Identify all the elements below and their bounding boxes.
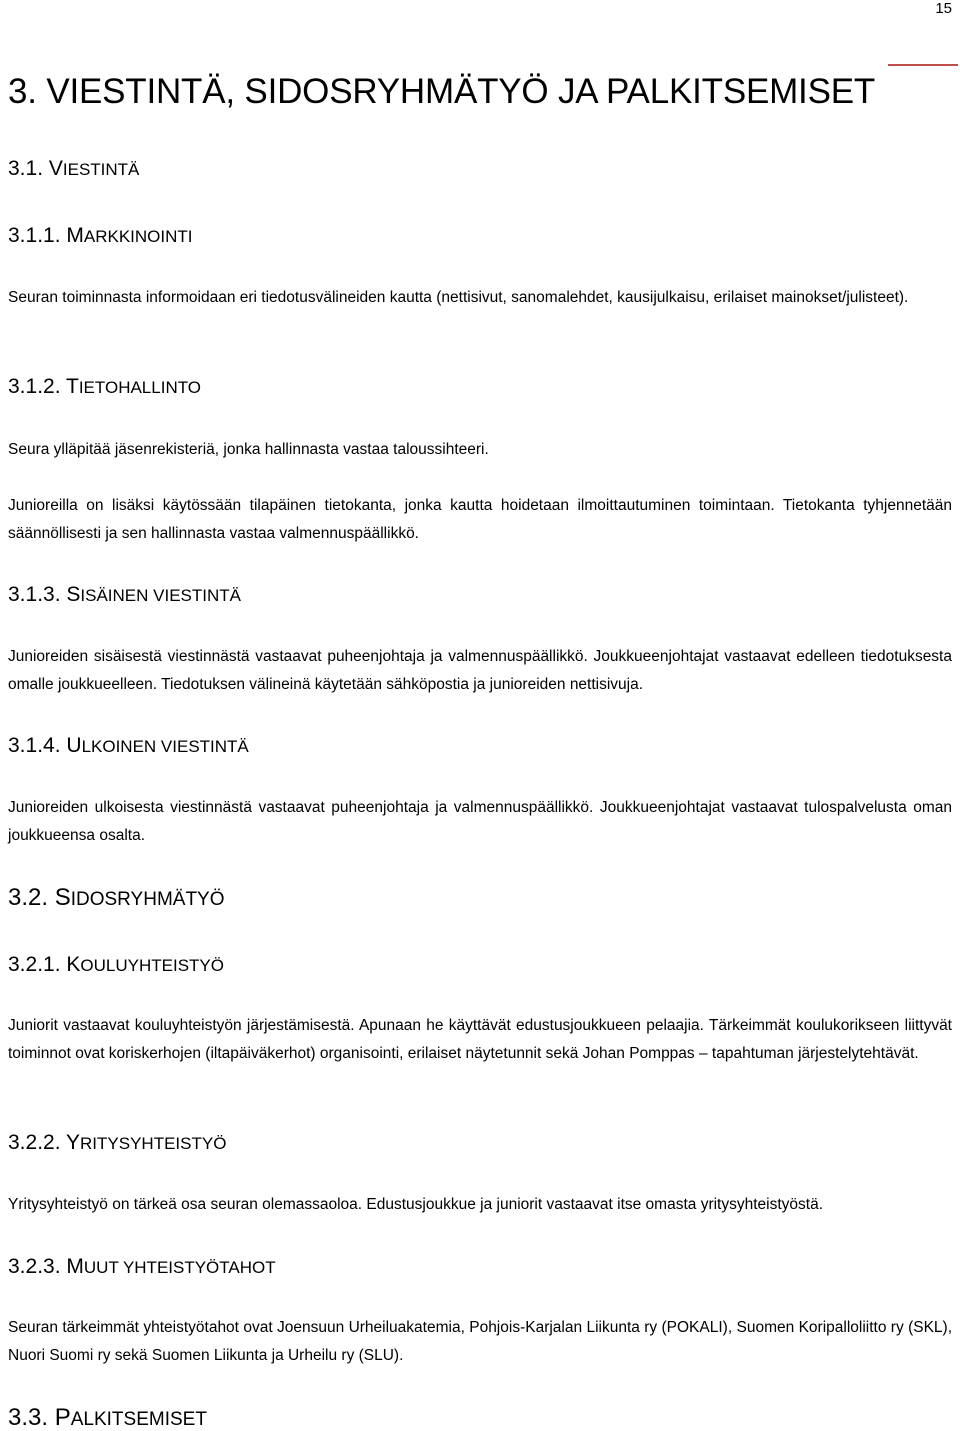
- heading-number: 3.2.: [8, 884, 55, 911]
- heading-initial: K: [66, 953, 81, 976]
- heading-rest: ARKKINOINTI: [83, 227, 193, 246]
- heading-number: 3.1.: [8, 157, 49, 180]
- heading-initial: Y: [66, 1131, 81, 1154]
- heading-number: 3.2.1.: [8, 953, 67, 976]
- heading-initial: M: [66, 1255, 84, 1278]
- heading-initial: M: [66, 224, 84, 247]
- heading-number: 3.1.2.: [8, 375, 66, 398]
- heading-rest: OULUYHTEISTYÖ: [80, 956, 224, 975]
- heading-rest: IESTINTÄ: [62, 160, 140, 179]
- heading-number: 3.2.3.: [8, 1255, 67, 1278]
- paragraph-muut-yhteistyotahot: Seuran tärkeimmät yhteistyötahot ovat Joensuun Urheiluakatemia, Pohjois-Karjalan Liikunta ry (POKALI), Suomen Koripalloliitto ry (SKL), Nuori Suomi ry sekä Suomen Liikunta ja Urheilu ry (SLU).: [8, 1319, 952, 1364]
- heading-number: 3.2.2.: [8, 1131, 66, 1154]
- heading-3-1-4: [8, 734, 249, 758]
- heading-rest: RITYSYHTEISTYÖ: [80, 1134, 227, 1153]
- chapter-rule: [888, 64, 958, 66]
- heading-rest: IDOSRYHMÄTYÖ: [70, 889, 225, 910]
- heading-initial: V: [48, 157, 63, 180]
- chapter-title: 3. VIESTINTÄ, SIDOSRYHMÄTYÖ JA PALKITSEMISET: [8, 72, 876, 111]
- heading-initial: S: [66, 583, 81, 606]
- heading-3-2: [8, 884, 225, 912]
- heading-rest: ISÄINEN VIESTINTÄ: [80, 586, 241, 605]
- heading-3-1-2: [8, 375, 201, 399]
- paragraph-markkinointi: Seuran toiminnasta informoidaan eri tiedotusvälineiden kautta (nettisivut, sanomalehdet, kausijulkaisu, erilaiset mainokset/julisteet).: [8, 289, 909, 306]
- heading-3-3: [8, 1404, 207, 1431]
- heading-number: 3.1.1.: [8, 224, 67, 247]
- heading-3-2-1: [8, 953, 224, 977]
- heading-initial: S: [54, 884, 71, 911]
- heading-rest: UUT YHTEISTYÖTAHOT: [83, 1258, 276, 1277]
- heading-number: 3.1.4.: [8, 734, 67, 757]
- paragraph-tietohallinto-2: Junioreilla on lisäksi käytössään tilapäinen tietokanta, jonka kautta hoidetaan ilmoittautuminen toimintaan. Tietokanta tyhjennetään säännöllisesti ja sen hallinnasta vastaa valmennuspäällikkö.: [8, 497, 952, 542]
- paragraph-kouluyhteistyo: Juniorit vastaavat kouluyhteistyön järjestämisestä. Apunaan he käyttävät edustusjoukkueen pelaajia. Tärkeimmät koulukorikseen liittyvät toiminnot ovat koriskerhojen (iltapäiväkerhot) organisointi, erilaiset näytetunnit sekä Johan Pomppas – tapahtuman järjestelytehtävät.: [8, 1017, 952, 1062]
- page-number: 15: [935, 0, 952, 17]
- heading-rest: LKOINEN VIESTINTÄ: [81, 737, 249, 756]
- heading-3-1: [8, 157, 139, 181]
- heading-initial: P: [54, 1404, 71, 1431]
- heading-number: 3.3.: [8, 1404, 55, 1431]
- paragraph-sisainen-viestinta: Junioreiden sisäisestä viestinnästä vastaavat puheenjohtaja ja valmennuspäällikkö. Joukkueenjohtajat vastaavat edelleen tiedotuksesta omalle joukkueelleen. Tiedotuksen välineinä käytetään sähköpostia ja junioreiden nettisivuja.: [8, 648, 952, 693]
- paragraph-yritysyhteistyo: Yritysyhteistyö on tärkeä osa seuran olemassaoloa. Edustusjoukkue ja juniorit vastaavat itse omasta yritysyhteistyöstä.: [8, 1196, 824, 1213]
- heading-initial: T: [66, 375, 79, 398]
- heading-rest: ALKITSEMISET: [70, 1409, 207, 1430]
- paragraph-ulkoinen-viestinta: Junioreiden ulkoisesta viestinnästä vastaavat puheenjohtaja ja valmennuspäällikkö. Joukkueenjohtajat vastaavat tulospalvelusta oman joukkueensa osalta.: [8, 799, 952, 844]
- heading-3-1-3: [8, 583, 241, 607]
- heading-3-1-1: [8, 224, 193, 248]
- heading-3-2-2: [8, 1131, 226, 1155]
- heading-rest: IETOHALLINTO: [78, 378, 202, 397]
- heading-initial: U: [66, 734, 82, 757]
- heading-3-2-3: [8, 1255, 276, 1279]
- paragraph-tietohallinto-1: Seura ylläpitää jäsenrekisteriä, jonka hallinnasta vastaa taloussihteeri.: [8, 441, 489, 458]
- heading-number: 3.1.3.: [8, 583, 67, 606]
